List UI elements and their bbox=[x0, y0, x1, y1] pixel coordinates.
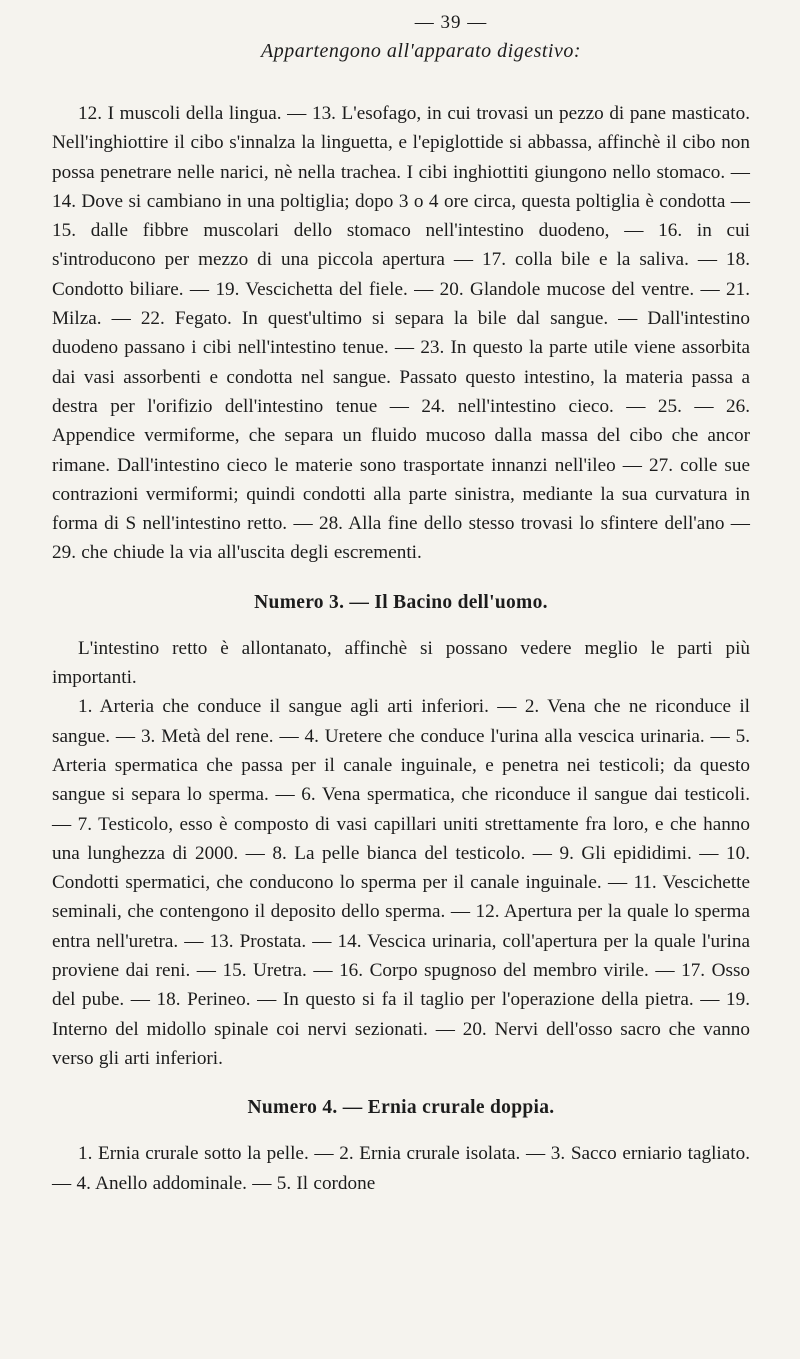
hernia-paragraph: 1. Ernia crurale sotto la pelle. — 2. Ernia crurale isolata. — 3. Sacco erniario tagliato. — 4. Anello addominale. — 5. Il cordone bbox=[52, 1143, 750, 1194]
hernia-heading: Numero 4. — Ernia crurale doppia. bbox=[247, 1097, 555, 1119]
page-number: — 39 — bbox=[414, 12, 488, 33]
hernia-section bbox=[52, 1097, 750, 1198]
pelvis-heading: Numero 3. — Il Bacino dell'uomo. bbox=[254, 591, 548, 613]
digestive-paragraph: 12. I muscoli della lingua. — 13. L'esofago, in cui trovasi un pezzo di pane masticato. Nell'inghiottire il cibo s'innalza la linguetta, e l'epiglottide si abbassa, affinchè il cibo non possa penetrare nelle narici, nè nella trachea. I cibi inghiottiti giungono nello stomaco. — 14. Dove si cambiano in una poltiglia; dopo 3 o 4 ore circa, questa poltiglia è condotta — 15. dalle fibbre muscolari dello stomaco nell'intestino duodeno, — 16. in cui s'introducono per mezzo di una piccola apertura — 17. colla bile e la saliva. — 18. Condotto biliare. — 19. Vescichetta del fiele. — 20. Glandole mucose del ventre. — 21. Milza. — 22. Fegato. In quest'ultimo si separa la bile dal sangue. — Dall'intestino duodeno passano i cibi nell'intestino tenue. — 23. In questo la parte utile viene assorbita dai vasi assorbenti e condotta nel sangue. Passato questo intestino, la materia passa a destra per l'orifizio dell'intestino tenue — 24. nell'intestino cieco. — 25. — 26. Appendice vermiforme, che separa un fluido mucoso dalla massa del cibo che ancor rimane. Dall'intestino cieco le materie sono trasportate innanzi nell'ileo — 27. colle sue contrazioni vermiformi; quindi condotti alla parte sinistra, mediante la sua curvatura in forma di S nell'intestino retto. — 28. Alla fine dello stesso trovasi lo sfintere dell'ano — 29. che chiude la via all'uscita degli escrementi. bbox=[52, 103, 750, 564]
pelvis-intro-paragraph: L'intestino retto è allontanato, affinchè si possano vedere meglio le parti più importanti. bbox=[52, 637, 750, 689]
pelvis-section bbox=[52, 592, 750, 1073]
digestive-apparatus-section bbox=[52, 99, 750, 568]
section-subtitle: Appartengono all'apparato digestivo: bbox=[260, 40, 582, 62]
pelvis-parts-paragraph: 1. Arteria che conduce il sangue agli arti inferiori. — 2. Vena che ne riconduce il sangue. — 3. Metà del rene. — 4. Uretere che conduce l'urina alla vescica urinaria. — 5. Arteria spermatica che passa per il canale inguinale, e penetra nei testicoli; da questo sangue si separa lo sperma. — 6. Vena spermatica, che riconduce il sangue dai testicoli. — 7. Testicolo, esso è composto di vasi capillari uniti strettamente fra loro, e che hanno una lunghezza di 2000. — 8. La pelle bianca del testicolo. — 9. Gli epididimi. — 10. Condotti spermatici, che conducono lo sperma per il canale inguinale. — 11. Vescichette seminali, che contengono il deposito dello sperma. — 12. Apertura per la quale lo sperma entra nell'uretra. — 13. Prostata. — 14. Vescica urinaria, coll'apertura per la quale l'urina proviene dai reni. — 15. Uretra. — 16. Corpo spugnoso del membro virile. — 17. Osso del pube. — 18. Perineo. — In questo si fa il taglio per l'operazione della pietra. — 19. Interno del midollo spinale coi nervi sezionati. — 20. Nervi dell'osso sacro che vanno verso gli arti inferiori. bbox=[52, 696, 750, 1069]
